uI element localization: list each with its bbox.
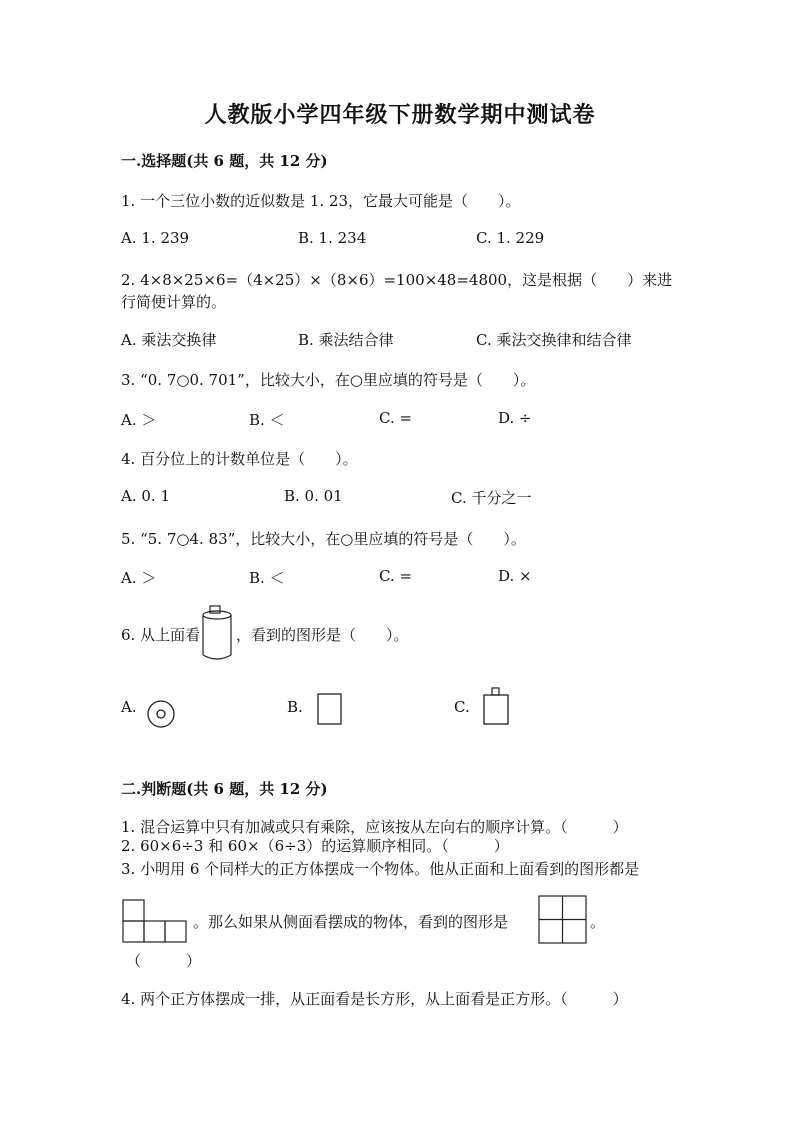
judgment-3-answer-paren: （ ） bbox=[126, 952, 202, 970]
question-5-option-b: B. ＜ bbox=[249, 569, 285, 587]
question-6-text-before: 6. 从上面看 bbox=[121, 626, 201, 644]
question-3-text: 3. “0. 7○0. 701”，比较大小，在○里应填的符号是（ ）。 bbox=[121, 371, 536, 389]
question-2-text-line2: 行简便计算的。 bbox=[121, 293, 227, 311]
question-3-option-a: A. ＞ bbox=[121, 411, 157, 429]
concentric-circles-figure bbox=[146, 699, 176, 729]
question-1-option-b: B. 1. 234 bbox=[298, 229, 367, 247]
question-6-option-a: A. bbox=[121, 698, 137, 716]
question-5-text: 5. “5. 7○4. 83”，比较大小，在○里应填的符号是（ ）。 bbox=[121, 530, 526, 548]
question-6-option-c: C. bbox=[454, 698, 470, 716]
judgment-3-text-line1: 3. 小明用 6 个同样大的正方体摆成一个物体。他从正面和上面看到的图形都是 bbox=[121, 860, 640, 878]
question-5-option-d: D. × bbox=[498, 567, 532, 585]
question-2-option-b: B. 乘法结合律 bbox=[298, 331, 394, 349]
judgment-2-text: 2. 60×6÷3 和 60×（6÷3）的运算顺序相同。（ ） bbox=[121, 837, 509, 855]
section-heading-choice: 一.选择题(共 6 题，共 12 分) bbox=[121, 152, 328, 170]
judgment-3-text-mid: 。那么如果从侧面看摆成的物体，看到的图形是 bbox=[193, 913, 509, 931]
question-3-option-b: B. ＜ bbox=[249, 411, 285, 429]
question-1-option-a: A. 1. 239 bbox=[121, 229, 190, 247]
question-5-option-c: C. = bbox=[379, 567, 413, 585]
question-3-option-d: D. ÷ bbox=[498, 409, 532, 427]
question-2-option-a: A. 乘法交换律 bbox=[121, 331, 217, 349]
question-4-option-a: A. 0. 1 bbox=[121, 487, 170, 505]
cylinder-figure bbox=[200, 605, 236, 663]
rectangle-figure bbox=[316, 692, 344, 726]
rectangle-with-tab-figure bbox=[482, 686, 512, 726]
question-1-text: 1. 一个三位小数的近似数是 1. 23，它最大可能是（ ）。 bbox=[121, 192, 521, 210]
question-1-option-c: C. 1. 229 bbox=[476, 229, 545, 247]
question-4-option-c: C. 千分之一 bbox=[451, 489, 532, 507]
question-2-option-c: C. 乘法交换律和结合律 bbox=[476, 331, 632, 349]
page-title: 人教版小学四年级下册数学期中测试卷 bbox=[204, 102, 596, 128]
front-view-figure bbox=[122, 899, 188, 943]
question-6-option-b: B. bbox=[287, 698, 303, 716]
question-3-option-c: C. = bbox=[379, 409, 413, 427]
question-4-text: 4. 百分位上的计数单位是（ ）。 bbox=[121, 450, 358, 468]
judgment-4-text: 4. 两个正方体摆成一排，从正面看是长方形，从上面看是正方形。（ ） bbox=[121, 990, 628, 1008]
judgment-3-text-end: 。 bbox=[590, 913, 606, 931]
section-heading-judgment: 二.判断题(共 6 题，共 12 分) bbox=[121, 780, 328, 798]
question-4-option-b: B. 0. 01 bbox=[284, 487, 343, 505]
judgment-1-text: 1. 混合运算中只有加减或只有乘除，应该按从左向右的顺序计算。（ ） bbox=[121, 818, 628, 836]
question-2-text-line1: 2. 4×8×25×6=（4×25）×（8×6）=100×48=4800，这是根据（ ）来进 bbox=[121, 271, 673, 289]
side-view-figure bbox=[538, 895, 588, 945]
question-5-option-a: A. ＞ bbox=[121, 569, 157, 587]
question-6-text-after: ，看到的图形是（ ）。 bbox=[236, 626, 409, 644]
